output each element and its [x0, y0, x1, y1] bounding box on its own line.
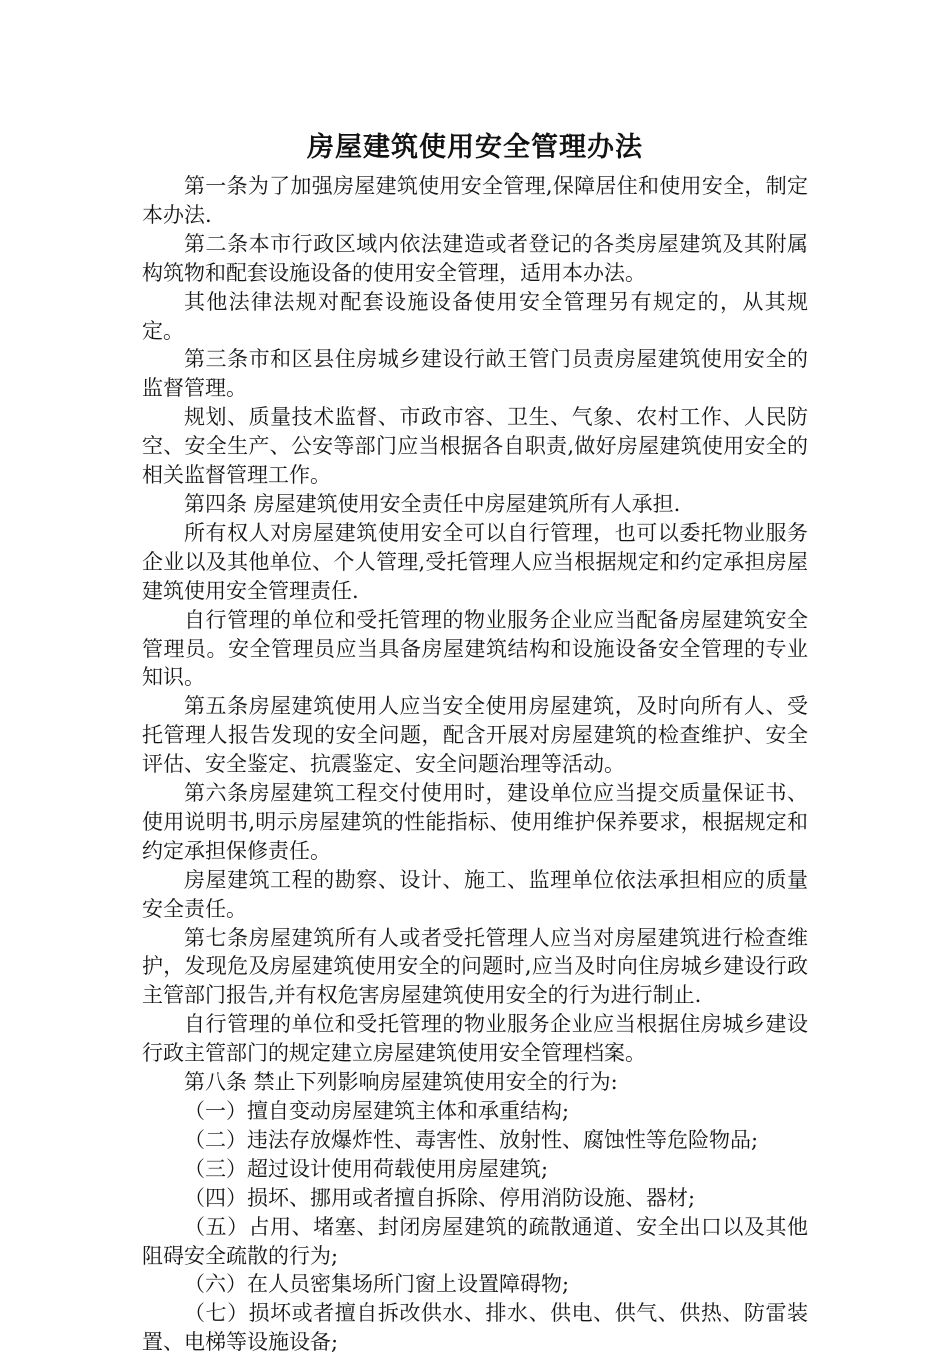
- list-item-7: （七）损坏或者擅自拆改供水、排水、供电、供气、供热、防雷装置、电梯等设施设备;: [142, 1301, 808, 1355]
- document-body: [142, 172, 808, 1357]
- list-item-5: （五）占用、堵塞、封闭房屋建筑的疏散通道、安全出口以及其他阻碍安全疏散的行为;: [142, 1214, 808, 1268]
- document-title: 房屋建筑使用安全管理办法: [307, 132, 643, 163]
- paragraph-article-7-archive: 自行管理的单位和受托管理的物业服务企业应当根据住房城乡建设行政主管部门的规定建立房屋建筑使用安全管理档案。: [142, 1012, 808, 1066]
- paragraph-article-3: 第三条市和区县住房城乡建设行畝王管门员责房屋建筑使用安全的监督管理。: [142, 347, 808, 401]
- paragraph-article-7: 第七条房屋建筑所有人或者受托管理人应当对房屋建筑进行检查维护，发现危及房屋建筑使用安全的问题时,应当及时向住房城乡建设行政主管部门报告,并有权危害房屋建筑使用安全的行为进行制止.: [142, 925, 808, 1008]
- paragraph-article-8: 第八条 禁止下列影响房屋建筑使用安全的行为:: [184, 1070, 618, 1095]
- paragraph-article-2-note: 其他法律法规对配套设施设备使用安全管理另有规定的，从其规定。: [142, 289, 808, 343]
- paragraph-article-1: 第一条为了加强房屋建筑使用安全管理,保障居住和使用安全，制定本办法.: [142, 174, 808, 227]
- paragraph-article-3-departments: 规划、质量技术监督、市政市容、卫生、气象、农村工作、人民防空、安全生产、公安等部门应当根据各自职责,做好房屋建筑使用安全的相关监督管理工作。: [142, 405, 808, 488]
- list-item-1: （一）擅自变动房屋建筑主体和承重结构;: [184, 1099, 570, 1123]
- paragraph-article-5: 第五条房屋建筑使用人应当安全使用房屋建筑，及时向所有人、受托管理人报告发现的安全问题，配含开展对房屋建筑的检查维护、安全评估、安全鉴定、抗震鉴定、安全问题治理等活动。: [142, 694, 808, 777]
- list-item-3: （三）超过设计使用荷载使用房屋建筑;: [184, 1156, 549, 1181]
- list-item-4: （四）损坏、挪用或者擅自拆除、停用消防设施、器材;: [184, 1185, 696, 1210]
- list-item-2: （二）违法存放爆炸性、毒害性、放射性、腐蚀性等危险物品;: [184, 1127, 759, 1152]
- paragraph-article-4-owner: 所有权人对房屋建筑使用安全可以自行管理，也可以委托物业服务企业以及其他单位、个人管理,受托管理人应当根据规定和约定承担房屋建筑使用安全管理责任.: [142, 520, 808, 603]
- list-item-6: （六）在人员密集场所门窗上设置障碍物;: [184, 1272, 570, 1297]
- paragraph-article-4-manager: 自行管理的单位和受托管理的物业服务企业应当配备房屋建筑安全管理员。安全管理员应当具备房屋建筑结构和设施设备安全管理的专业知识。: [142, 607, 808, 690]
- paragraph-article-6: 第六条房屋建筑工程交付使用时，建设单位应当提交质量保证书、使用说明书,明示房屋建筑的性能指标、使用维护保养要求，根据规定和约定承担保修责任。: [142, 781, 808, 863]
- paragraph-article-2: 第二条本市行政区域内依法建造或者登记的各类房屋建筑及其附属构筑物和配套设施设备的使用安全管理，适用本办法。: [142, 231, 808, 285]
- paragraph-article-4: 第四条 房屋建筑使用安全责任中房屋建筑所有人承担.: [184, 491, 681, 516]
- paragraph-article-6-units: 房屋建筑工程的勘察、设计、施工、监理单位依法承担相应的质量安全责任。: [142, 867, 808, 921]
